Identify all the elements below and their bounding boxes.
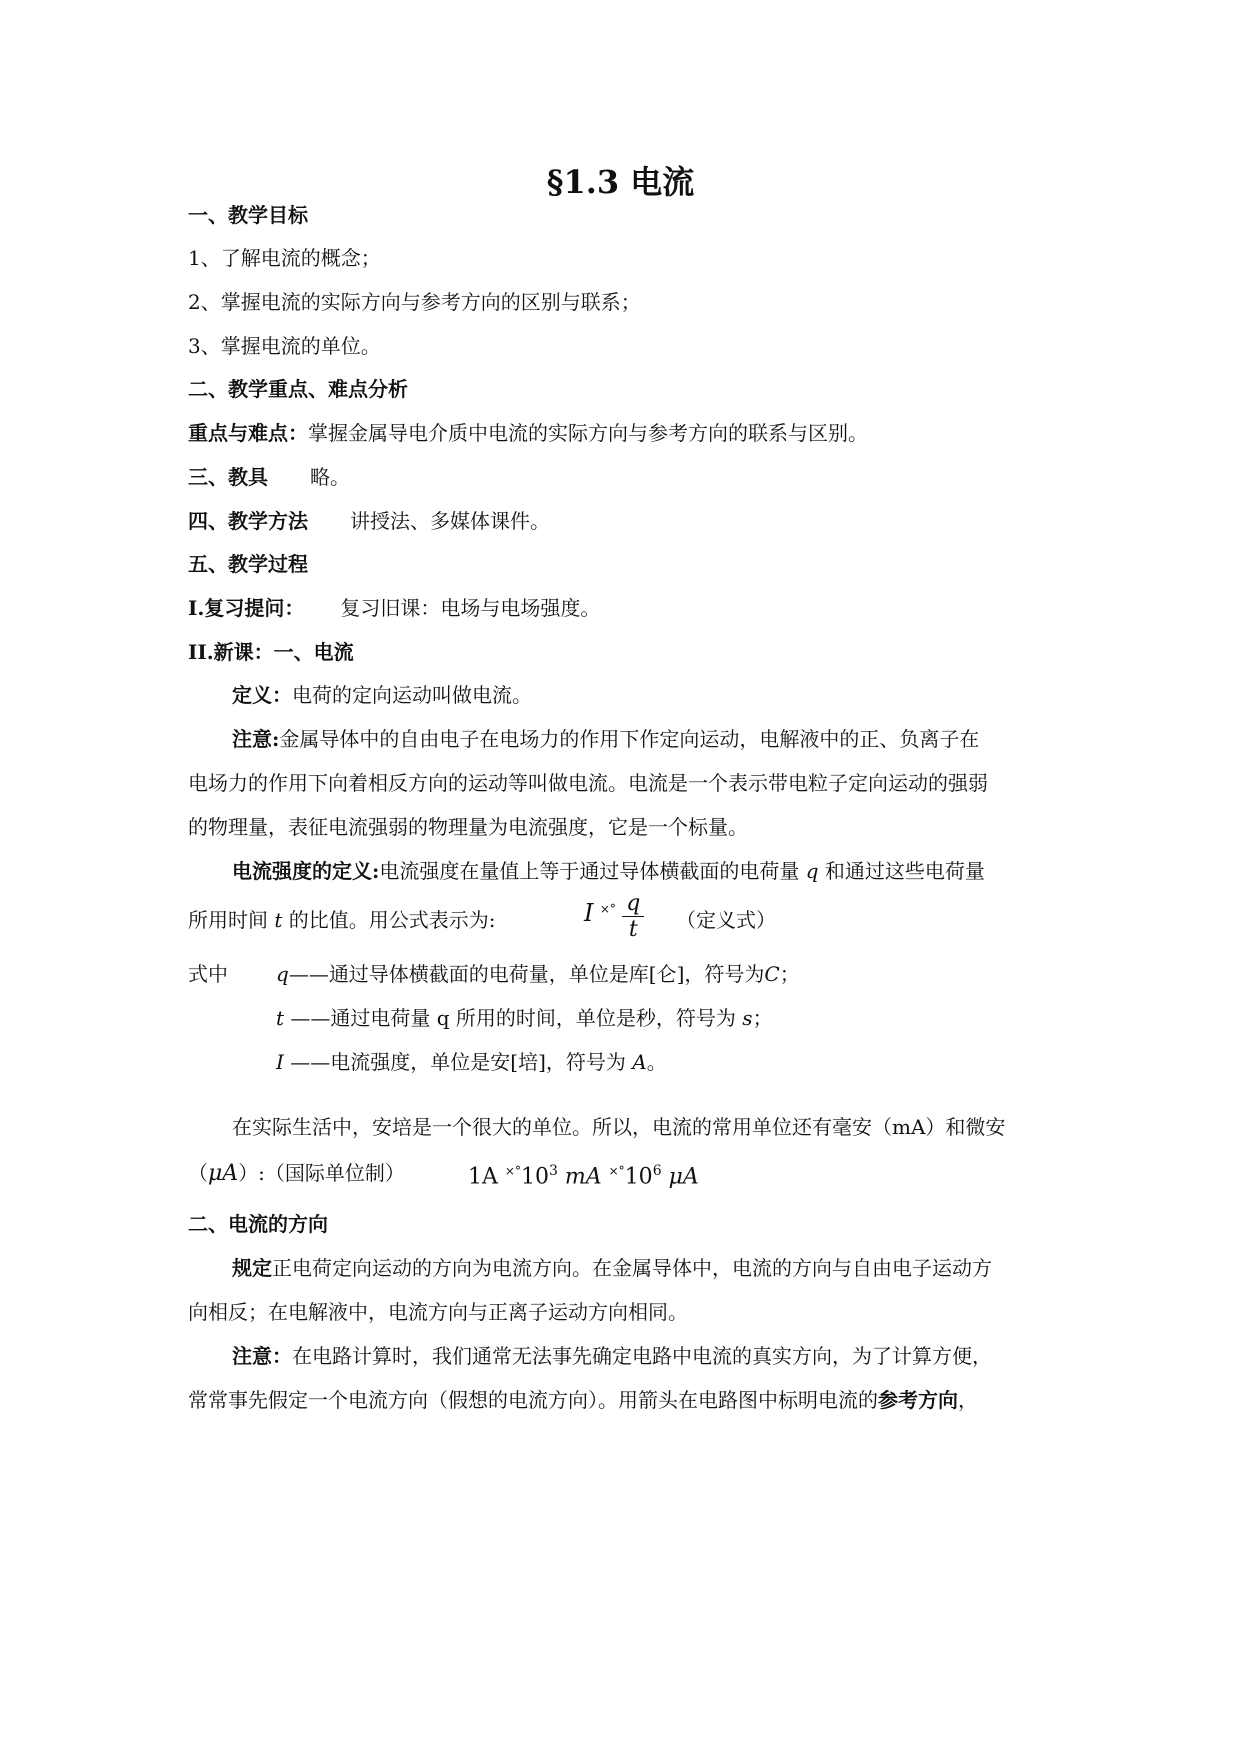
units-uA: μA <box>668 1164 699 1190</box>
where-I-text: ——电流强度，单位是安[培]，符号为 <box>290 1050 626 1074</box>
where-I-end: 。 <box>646 1050 667 1074</box>
units-mA: mA <box>564 1164 602 1190</box>
where-q-unit: C <box>764 962 780 986</box>
formula-fraction <box>622 892 644 943</box>
where-t-text: ——通过电荷量 q 所用的时间，单位是秒，符号为 <box>290 1006 736 1030</box>
intensity-line2 <box>188 906 496 934</box>
units-formula <box>468 1157 699 1193</box>
where-t-unit: s <box>742 1006 753 1030</box>
units-eq-1: ×° <box>504 1164 521 1179</box>
goal-item-3: 3、掌握电流的单位。 <box>188 334 381 358</box>
where-q-end: ； <box>779 962 800 986</box>
units-eq-2: ×° <box>608 1164 625 1179</box>
intensity-text-2a: 所用时间 <box>188 908 268 932</box>
units-10-6: 10 <box>624 1164 653 1190</box>
units-exp-6: 6 <box>652 1163 662 1179</box>
rule-label: 规定 <box>232 1256 272 1280</box>
methods-line <box>188 507 550 535</box>
definition-formula <box>584 890 644 941</box>
section-heading-keypoints: 二、教学重点、难点分析 <box>188 377 408 401</box>
intensity-text-1a: 电流强度在量值上等于通过导体横截面的电荷量 <box>379 859 800 883</box>
where-I-line <box>276 1048 667 1076</box>
units-line1: 在实际生活中，安培是一个很大的单位。所以，电流的常用单位还有毫安（mA）和微安 <box>232 1115 1006 1139</box>
definition-text: 电荷的定向运动叫做电流。 <box>292 683 532 707</box>
where-q-line <box>276 960 800 988</box>
definition-line <box>232 681 532 709</box>
note1-text-2: 电场力的作用下向着相反方向的运动等叫做电流。电流是一个表示带电粒子定向运动的强弱 <box>188 771 988 795</box>
review-label: Ⅰ.复习提问： <box>188 596 305 620</box>
formula-numerator: q <box>622 892 644 917</box>
intensity-text-2b: 的比值。用公式表示为: <box>288 908 496 932</box>
note1-text-1: 金属导体中的自由电子在电场力的作用下作定向运动，电解液中的正、负离子在 <box>279 727 980 751</box>
where-t-end: ； <box>752 1006 773 1030</box>
formula-I: I <box>584 899 594 927</box>
intensity-line1 <box>232 857 985 885</box>
var-t: t <box>274 908 283 932</box>
note1-label: 注意: <box>232 727 280 751</box>
note2-label: 注意： <box>232 1344 292 1368</box>
units-text: ）:（国际单位制） <box>238 1161 405 1185</box>
review-text: 复习旧课：电场与电场强度。 <box>340 596 601 620</box>
intensity-text-1b: 和通过这些电荷量 <box>824 859 985 883</box>
units-exp-3: 3 <box>548 1163 558 1179</box>
note2-text-1: 在电路计算时，我们通常无法事先确定电路中电流的真实方向，为了计算方便， <box>292 1344 992 1368</box>
note2-comma: ， <box>958 1388 978 1412</box>
note2-line1 <box>232 1342 992 1370</box>
keypoints-text: 掌握金属导电介质中电流的实际方向与参考方向的联系与区别。 <box>308 421 868 445</box>
keypoints-label: 重点与难点： <box>188 421 308 445</box>
formula-denominator: t <box>628 917 638 942</box>
rule-line1 <box>232 1254 992 1282</box>
units-micro: μA <box>208 1161 239 1186</box>
units-line2 <box>188 1159 405 1188</box>
where-q-symbol: q <box>276 962 289 986</box>
var-q: q <box>805 859 819 883</box>
where-t-symbol: t <box>276 1006 285 1030</box>
tools-text: 略。 <box>310 465 350 489</box>
note2-reference-direction: 参考方向 <box>878 1388 958 1412</box>
formula-note: （定义式） <box>676 908 776 932</box>
goal-item-1: 1、了解电流的概念； <box>188 246 381 270</box>
where-I-symbol: I <box>276 1050 284 1074</box>
definition-label: 定义： <box>232 683 292 707</box>
section-heading-direction: 二、电流的方向 <box>188 1212 328 1236</box>
units-paren-open: （ <box>188 1161 208 1185</box>
tools-line <box>188 463 350 491</box>
note2-text-2a: 常常事先假定一个电流方向（假想的电流方向）。用箭头在电路图中标明电流的 <box>188 1388 878 1412</box>
units-10-3: 10 <box>520 1164 549 1190</box>
methods-text: 讲授法、多媒体课件。 <box>350 509 550 533</box>
section-heading-process: 五、教学过程 <box>188 552 308 576</box>
rule-text-1: 正电荷定向运动的方向为电流方向。在金属导体中，电流的方向与自由电子运动方 <box>272 1256 992 1280</box>
section-heading-tools: 三、教具 <box>188 465 268 489</box>
units-1A: 1A <box>468 1164 498 1190</box>
note1-line1 <box>232 725 979 753</box>
where-I-unit: A <box>632 1050 647 1074</box>
note2-line2 <box>188 1386 978 1414</box>
page-title: §1.3 电流 <box>546 163 695 201</box>
goal-item-2: 2、掌握电流的实际方向与参考方向的区别与联系； <box>188 290 641 314</box>
new-lesson-heading: II.新课：一、电流 <box>188 640 354 664</box>
formula-equals: ×° <box>599 902 616 916</box>
note1-text-3: 的物理量，表征电流强弱的物理量为电流强度，它是一个标量。 <box>188 815 748 839</box>
where-t-line <box>276 1004 773 1032</box>
rule-text-2: 向相反；在电解液中，电流方向与正离子运动方向相同。 <box>188 1300 688 1324</box>
where-q-text: ——通过导体横截面的电荷量，单位是库[仑]，符号为 <box>288 962 765 986</box>
review-line <box>188 594 600 622</box>
where-label: 式中 <box>188 962 228 986</box>
keypoints-line <box>188 419 868 447</box>
section-heading-methods: 四、教学方法 <box>188 509 308 533</box>
intensity-label: 电流强度的定义: <box>232 859 380 883</box>
section-heading-goals: 一、教学目标 <box>188 203 308 227</box>
